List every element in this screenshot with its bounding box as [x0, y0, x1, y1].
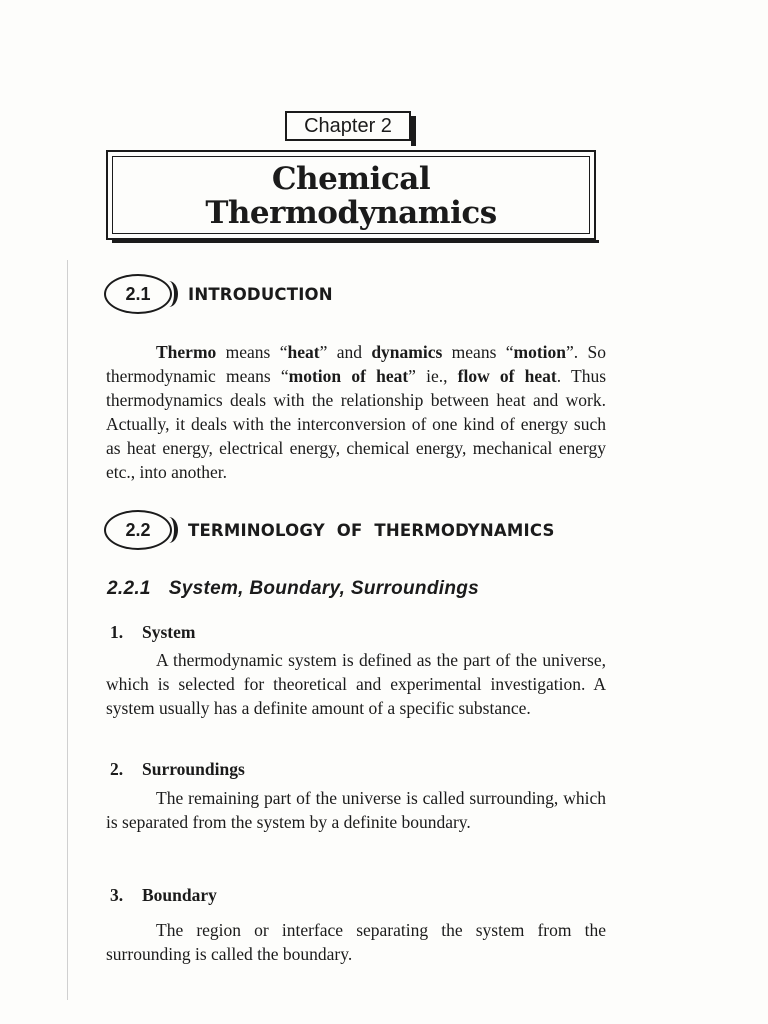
intro-text-1: means “: [216, 342, 288, 362]
subsection-number: 2.2.1: [107, 578, 151, 599]
intro-text-5: ” ie.,: [408, 366, 458, 386]
term-dynamics: dynamics: [371, 342, 443, 362]
item-paragraph-boundary: The region or interface separating the system from the surrounding is called the boundary.: [106, 920, 606, 964]
chapter-title-line-1: Chemical: [271, 161, 431, 197]
chapter-title-line-2: Thermodynamics: [205, 195, 497, 231]
item-heading-system: [110, 622, 195, 643]
section-title: TERMINOLOGY OF THERMODYNAMICS: [188, 520, 555, 540]
item-heading-text: Boundary: [142, 885, 217, 905]
intro-text-6: . Thus thermodynamics deals with the relationship between heat and work. Actually, it deals with the interconversion of one kind of energy such as heat energy, electrical energy, chemical energy, mechanical energy etc., into another.: [106, 366, 606, 482]
term-flow-of-heat: flow of heat: [457, 366, 557, 386]
item-paragraph-system: A thermodynamic system is defined as the part of the universe, which is selected for theoretical and experimental investigation. A system usually has a definite amount of a specific substance.: [106, 650, 606, 718]
term-thermo: Thermo: [156, 342, 217, 362]
item-number: 2.: [110, 759, 124, 779]
subsection-heading: [107, 578, 479, 600]
section-heading-2-1: [104, 274, 333, 314]
item-paragraph-surroundings: The remaining part of the universe is called surrounding, which is separated from the system by a definite boundary.: [106, 788, 606, 832]
intro-text-3: means “: [442, 342, 514, 362]
chapter-title: [108, 162, 594, 230]
page-margin-line: [67, 260, 68, 1000]
term-heat: heat: [287, 342, 320, 362]
term-motion: motion: [513, 342, 567, 362]
chapter-label: [285, 111, 411, 141]
term-motion-of-heat: motion of heat: [288, 366, 409, 386]
subsection-title: System, Boundary, Surroundings: [168, 578, 479, 599]
intro-text-4: ”. So thermodynamic means “: [106, 342, 606, 386]
item-number: 1.: [110, 622, 124, 642]
item-number: 3.: [110, 885, 124, 905]
item-heading-surroundings: [110, 759, 245, 780]
intro-text-2: ” and: [319, 342, 372, 362]
chapter-title-frame: [106, 150, 596, 240]
section-number-badge: 2.1: [104, 274, 172, 314]
chapter-label-text: Chapter 2: [304, 114, 392, 137]
item-heading-boundary: [110, 885, 217, 906]
item-heading-text: Surroundings: [142, 759, 245, 779]
section-heading-2-2: [104, 510, 555, 550]
section-number-badge: 2.2: [104, 510, 172, 550]
section-title: INTRODUCTION: [188, 284, 333, 304]
item-heading-text: System: [142, 622, 196, 642]
introduction-paragraph: [106, 340, 606, 484]
